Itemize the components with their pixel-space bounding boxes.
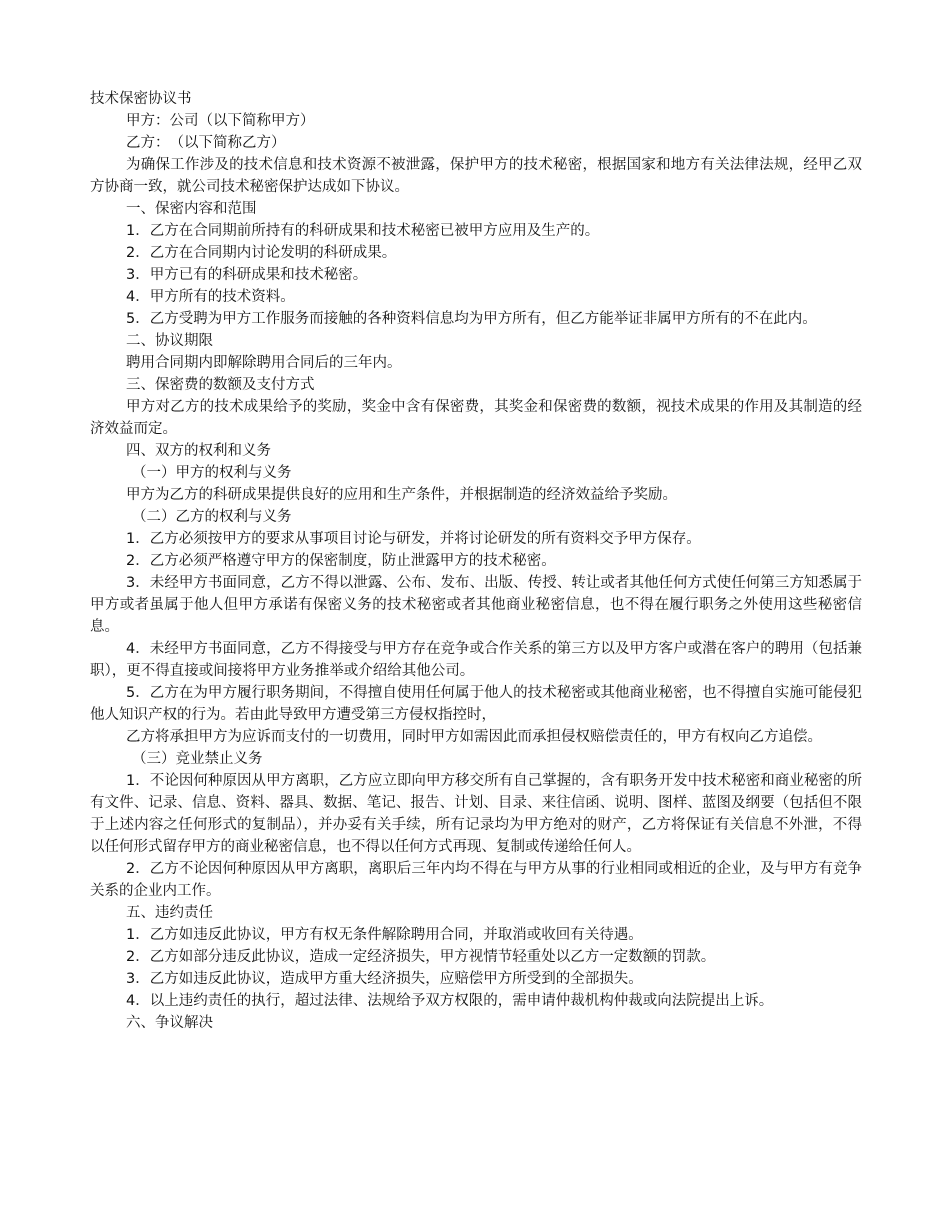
clause-4-2-2: 2．乙方必须严格遵守甲方的保密制度，防止泄露甲方的技术秘密。 [126,553,556,569]
document-title: 技术保密协议书 [90,91,192,107]
section-heading-3: 三、保密费的数额及支付方式 [126,377,315,393]
clause-4-2-3: 3．未经甲方书面同意，乙方不得以泄露、公布、发布、出版、传授、转让或者其他任何方式使任何第三方知悉属于甲方或者虽属于他人但甲方承诺有保密义务的技术秘密或者其他商业秘密信息，也不得在履行职务之外使用这些秘密信息。 [90,575,862,635]
clause-5-4: 4．以上违约责任的执行，超过法律、法规给予双方权限的，需申请仲裁机构仲裁或向法院提出上诉。 [126,993,774,1009]
clause-4-2-1: 1．乙方必须按甲方的要求从事项目讨论与研发，并将讨论研发的所有资料交予甲方保存。 [126,531,701,547]
document-body [90,88,862,1034]
section-heading-6: 六、争议解决 [126,1015,213,1031]
clause-3-body: 甲方对乙方的技术成果给予的奖励，奖金中含有保密费，其奖金和保密费的数额，视技术成果的作用及其制造的经济效益而定。 [90,399,862,437]
section-heading-2: 二、协议期限 [126,333,213,349]
clause-1-2: 2．乙方在合同期内讨论发明的科研成果。 [126,245,397,261]
clause-4-2-4: 4．未经甲方书面同意，乙方不得接受与甲方存在竞争或合作关系的第三方以及甲方客户或潜在客户的聘用（包括兼职），更不得直接或间接将甲方业务推举或介绍给其他公司。 [90,641,862,679]
subsection-heading-4-3: （三）竞业禁止义务 [132,751,263,767]
clause-4-2-5-continued: 乙方将承担甲方为应诉而支付的一切费用，同时甲方如需因此而承担侵权赔偿责任的，甲方有权向乙方追偿。 [126,729,822,745]
clause-4-3-2: 2．乙方不论因何种原因从甲方离职，离职后三年内均不得在与甲方从事的行业相同或相近的企业，及与甲方有竞争关系的企业内工作。 [90,861,862,899]
party-b-line: 乙方： （以下简称乙方） [126,135,286,151]
section-heading-4: 四、双方的权利和义务 [126,443,271,459]
clause-5-1: 1．乙方如违反此协议，甲方有权无条件解除聘用合同，并取消或收回有关待遇。 [126,927,643,943]
clause-4-3-1: 1．不论因何种原因从甲方离职，乙方应立即向甲方移交所有自己掌握的，含有职务开发中技术秘密和商业秘密的所有文件、记录、信息、资料、器具、数据、笔记、报告、计划、目录、来往信函、说明、图样、蓝图及纲要（包括但不限于上述内容之任何形式的复制品），并办妥有关手续，所有记录均为甲方绝对的财产，乙方将保证有关信息不外泄，不得以任何形式留存甲方的商业秘密信息，也不得以任何方式再现、复制或传递给任何人。 [90,773,862,855]
clause-1-4: 4．甲方所有的技术资料。 [126,289,295,305]
clause-1-1: 1．乙方在合同期前所持有的科研成果和技术秘密已被甲方应用及生产的。 [126,223,600,239]
preamble-paragraph: 为确保工作涉及的技术信息和技术资源不被泄露，保护甲方的技术秘密，根据国家和地方有关法律法规，经甲乙双方协商一致，就公司技术秘密保护达成如下协议。 [90,157,862,195]
clause-2-body: 聘用合同期内即解除聘用合同后的三年内。 [126,355,402,371]
subsection-heading-4-2: （二）乙方的权利与义务 [132,509,292,525]
clause-5-3: 3．乙方如违反此协议，造成甲方重大经济损失，应赔偿甲方所受到的全部损失。 [126,971,643,987]
clause-1-3: 3．甲方已有的科研成果和技术秘密。 [126,267,368,283]
clause-4-1-body: 甲方为乙方的科研成果提供良好的应用和生产条件，并根据制造的经济效益给予奖励。 [126,487,677,503]
clause-1-5: 5．乙方受聘为甲方工作服务而接触的各种资料信息均为甲方所有，但乙方能举证非属甲方所有的不在此内。 [126,311,817,327]
subsection-heading-4-1: （一）甲方的权利与义务 [132,465,292,481]
section-heading-5: 五、违约责任 [126,905,213,921]
party-a-line: 甲方：公司（以下简称甲方） [126,113,315,129]
clause-5-2: 2．乙方如部分违反此协议，造成一定经济损失，甲方视情节轻重处以乙方一定数额的罚款。 [126,949,716,965]
section-heading-1: 一、保密内容和范围 [126,201,257,217]
clause-4-2-5: 5．乙方在为甲方履行职务期间，不得擅自使用任何属于他人的技术秘密或其他商业秘密，也不得擅自实施可能侵犯他人知识产权的行为。若由此导致甲方遭受第三方侵权指控时， [90,685,862,723]
